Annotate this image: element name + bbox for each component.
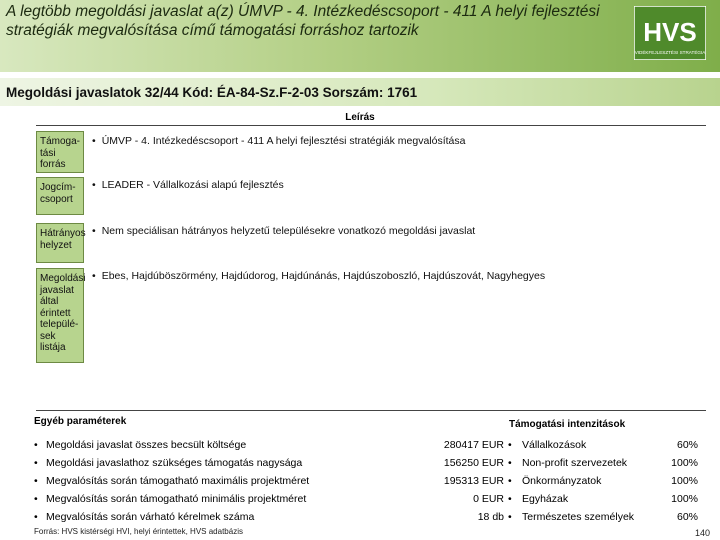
row-text-entitlement-group: • LEADER - Vállalkozási alapú fejlesztés: [92, 179, 284, 191]
list-item: • Megvalósítás során támogatható maximális projektméret 195313 EUR: [34, 475, 504, 487]
params-header: Egyéb paraméterek: [34, 416, 127, 427]
list-item: • Megoldási javaslathoz szükséges támogatás nagysága 156250 EUR: [34, 457, 504, 469]
source-note: Forrás: HVS kistérségi HVI, helyi érintettek, HVS adatbázis: [34, 527, 243, 536]
list-item: • Vállalkozások 60%: [508, 439, 698, 451]
description-header: Leírás: [345, 112, 375, 123]
list-item: • Természetes személyek 60%: [508, 511, 698, 523]
intensity-header: Támogatási intenzitások: [509, 419, 626, 430]
hvs-logo: [634, 6, 706, 60]
row-value: LEADER - Vállalkozási alapú fejlesztés: [101, 179, 284, 191]
header-title: A legtöbb megoldási javaslat a(z) ÚMVP - 4. Intézkedéscsoport - 411 A helyi fejlesztési stratégiák megvalósítása című támogatási forráshoz tartozik: [6, 3, 600, 39]
row-label-disadvantaged-status: Hátrányos helyzet: [36, 223, 84, 263]
intensity-list: [508, 436, 698, 526]
logo-text: HVS: [643, 17, 697, 47]
list-item: • Megvalósítás során támogatható minimális projektméret 0 EUR: [34, 493, 504, 505]
page-subtitle: Megoldási javaslatok 32/44 Kód: ÉA-84-Sz.F-2-03 Sorszám: 1761: [6, 85, 418, 100]
row-label-support-source: Támoga-tási forrás: [36, 131, 84, 173]
page-number: 140: [695, 528, 711, 538]
row-label-affected-settlements: Megoldási javaslat által érintett települé-sek listája: [36, 268, 84, 363]
list-item: • Egyházak 100%: [508, 493, 698, 505]
logo-caption: VIDÉKFEJLESZTÉSI STRATÉGIA: [634, 50, 706, 55]
header-banner: [0, 0, 720, 72]
row-value: ÚMVP - 4. Intézkedéscsoport - 411 A helyi fejlesztési stratégiák megvalósítása: [101, 135, 466, 147]
row-label-entitlement-group: Jogcím-csoport: [36, 177, 84, 215]
row-text-affected-settlements: • Ebes, Hajdúböszörmény, Hajdúdorog, Hajdúnánás, Hajdúszoboszló, Hajdúszovát, Nagyhegyes: [92, 270, 546, 282]
params-list: [34, 436, 504, 526]
list-item: • Önkormányzatok 100%: [508, 475, 698, 487]
row-text-support-source: • ÚMVP - 4. Intézkedéscsoport - 411 A helyi fejlesztési stratégiák megvalósítása: [92, 135, 466, 147]
list-item: • Non-profit szervezetek 100%: [508, 457, 698, 469]
params-rule: [36, 410, 706, 411]
row-value: Ebes, Hajdúböszörmény, Hajdúdorog, Hajdúnánás, Hajdúszoboszló, Hajdúszovát, Nagyhegyes: [101, 270, 546, 282]
list-item: • Megoldási javaslat összes becsült költsége 280417 EUR: [34, 439, 504, 451]
description-rule: [36, 125, 706, 126]
row-value: Nem speciálisan hátrányos helyzetű településekre vonatkozó megoldási javaslat: [101, 225, 476, 237]
row-text-disadvantaged-status: • Nem speciálisan hátrányos helyzetű településekre vonatkozó megoldási javaslat: [92, 225, 476, 237]
list-item: • Megvalósítás során várható kérelmek száma 18 db: [34, 511, 504, 523]
